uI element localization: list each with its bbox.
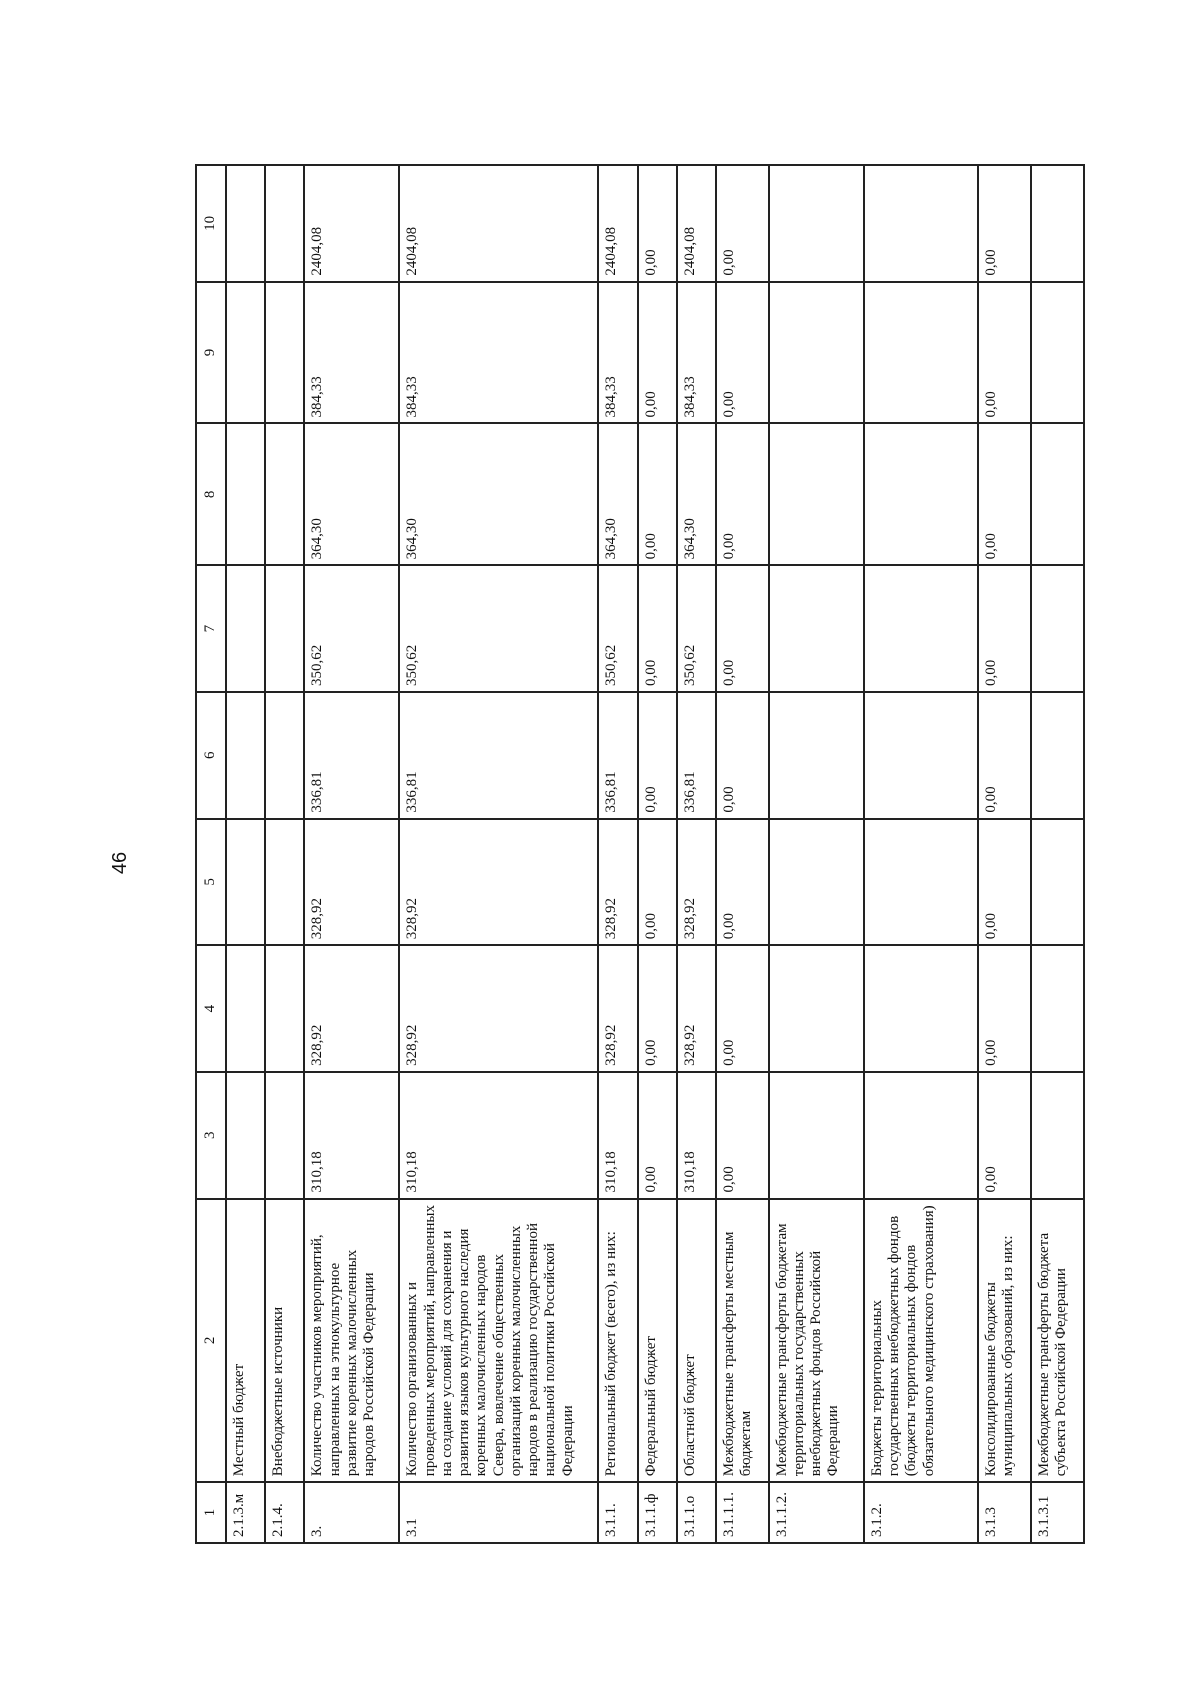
value-cell: 0,00 xyxy=(716,945,769,1072)
value-cell: 0,00 xyxy=(978,423,1031,565)
value-cell xyxy=(864,945,978,1072)
value-cell: 2404,08 xyxy=(399,165,598,282)
row-code: 3.1.1.о xyxy=(677,1482,716,1543)
row-code: 3.1.1.ф xyxy=(638,1482,677,1543)
value-cell: 0,00 xyxy=(716,165,769,282)
header-cell: 2 xyxy=(196,1199,226,1483)
value-cell: 328,92 xyxy=(304,945,399,1072)
value-cell: 0,00 xyxy=(978,945,1031,1072)
value-cell: 0,00 xyxy=(638,165,677,282)
header-cell: 10 xyxy=(196,165,226,282)
value-cell: 328,92 xyxy=(598,819,637,946)
table-row xyxy=(265,165,304,1543)
value-cell: 384,33 xyxy=(304,282,399,424)
value-cell xyxy=(769,692,864,819)
value-cell: 328,92 xyxy=(677,945,716,1072)
value-cell: 0,00 xyxy=(978,1072,1031,1199)
value-cell: 384,33 xyxy=(677,282,716,424)
header-cell: 8 xyxy=(196,423,226,565)
value-cell xyxy=(265,945,304,1072)
value-cell: 336,81 xyxy=(598,692,637,819)
row-name: Федеральный бюджет xyxy=(638,1199,677,1483)
value-cell xyxy=(1031,692,1084,819)
row-code: 3.1.1.2. xyxy=(769,1482,864,1543)
value-cell xyxy=(864,1072,978,1199)
budget-table xyxy=(195,164,1085,1544)
row-code: 3.1.2. xyxy=(864,1482,978,1543)
value-cell xyxy=(1031,565,1084,692)
row-name: Межбюджетные трансферты местным бюджетам xyxy=(716,1199,769,1483)
value-cell: 0,00 xyxy=(638,819,677,946)
value-cell: 2404,08 xyxy=(304,165,399,282)
row-code: 3. xyxy=(304,1482,399,1543)
value-cell xyxy=(226,423,265,565)
value-cell: 2404,08 xyxy=(677,165,716,282)
value-cell: 0,00 xyxy=(716,282,769,424)
value-cell: 0,00 xyxy=(638,692,677,819)
row-name: Межбюджетные трансферты бюджета субъекта Российской Федерации xyxy=(1031,1199,1084,1483)
row-name: Местный бюджет xyxy=(226,1199,265,1483)
page-number: 46 xyxy=(109,851,131,875)
value-cell: 0,00 xyxy=(716,565,769,692)
value-cell xyxy=(1031,1072,1084,1199)
row-code: 3.1 xyxy=(399,1482,598,1543)
value-cell xyxy=(864,692,978,819)
row-name: Консолидированные бюджеты муниципальных образований, из них: xyxy=(978,1199,1031,1483)
value-cell: 350,62 xyxy=(399,565,598,692)
value-cell xyxy=(265,692,304,819)
row-code: 2.1.3.м xyxy=(226,1482,265,1543)
value-cell xyxy=(226,565,265,692)
value-cell: 0,00 xyxy=(978,692,1031,819)
row-name: Межбюджетные трансферты бюджетам территориальных государственных внебюджетных фондов Российской Федерации xyxy=(769,1199,864,1483)
value-cell: 0,00 xyxy=(638,1072,677,1199)
value-cell: 364,30 xyxy=(598,423,637,565)
header-cell: 7 xyxy=(196,565,226,692)
value-cell xyxy=(864,565,978,692)
row-name: Внебюджетные источники xyxy=(265,1199,304,1483)
value-cell xyxy=(769,423,864,565)
value-cell: 0,00 xyxy=(716,1072,769,1199)
header-row xyxy=(196,165,226,1543)
value-cell xyxy=(226,165,265,282)
header-cell: 1 xyxy=(196,1482,226,1543)
value-cell xyxy=(226,945,265,1072)
table-row xyxy=(769,165,864,1543)
value-cell: 0,00 xyxy=(716,692,769,819)
rotated-table-container xyxy=(195,164,1085,1544)
value-cell xyxy=(1031,945,1084,1072)
table-row xyxy=(399,165,598,1543)
value-cell: 350,62 xyxy=(598,565,637,692)
value-cell: 0,00 xyxy=(638,282,677,424)
row-code: 3.1.3.1 xyxy=(1031,1482,1084,1543)
table-row xyxy=(716,165,769,1543)
value-cell: 0,00 xyxy=(716,819,769,946)
value-cell xyxy=(265,819,304,946)
value-cell: 0,00 xyxy=(978,565,1031,692)
header-cell: 3 xyxy=(196,1072,226,1199)
value-cell: 0,00 xyxy=(978,819,1031,946)
value-cell xyxy=(1031,423,1084,565)
row-code: 2.1.4. xyxy=(265,1482,304,1543)
value-cell: 310,18 xyxy=(677,1072,716,1199)
value-cell: 0,00 xyxy=(638,565,677,692)
value-cell xyxy=(864,423,978,565)
value-cell: 364,30 xyxy=(677,423,716,565)
value-cell xyxy=(226,1072,265,1199)
row-name: Количество организованных и проведенных мероприятий, направленных на создание условий для сохранения и развития языков культурного наследия коренных малочисленных народов Севера, вовлечение общественных организаций коренных малочисленных народов в реализацию государственной национальной политики Российской Федерации xyxy=(399,1199,598,1483)
value-cell: 336,81 xyxy=(399,692,598,819)
table-row xyxy=(638,165,677,1543)
value-cell: 328,92 xyxy=(304,819,399,946)
row-code: 3.1.1.1. xyxy=(716,1482,769,1543)
header-cell: 4 xyxy=(196,945,226,1072)
value-cell: 310,18 xyxy=(304,1072,399,1199)
value-cell xyxy=(1031,282,1084,424)
value-cell xyxy=(265,165,304,282)
value-cell: 350,62 xyxy=(304,565,399,692)
value-cell: 364,30 xyxy=(399,423,598,565)
table-row xyxy=(598,165,637,1543)
value-cell: 384,33 xyxy=(598,282,637,424)
table-row xyxy=(864,165,978,1543)
value-cell: 328,92 xyxy=(598,945,637,1072)
value-cell xyxy=(226,282,265,424)
value-cell xyxy=(769,165,864,282)
row-name: Бюджеты территориальных государственных внебюджетных фондов (бюджеты территориальных фондов обязательного медицинского страхования) xyxy=(864,1199,978,1483)
value-cell xyxy=(864,282,978,424)
value-cell xyxy=(265,565,304,692)
row-name: Региональный бюджет (всего), из них: xyxy=(598,1199,637,1483)
value-cell xyxy=(1031,165,1084,282)
value-cell: 310,18 xyxy=(399,1072,598,1199)
value-cell: 364,30 xyxy=(304,423,399,565)
value-cell xyxy=(769,565,864,692)
row-name: Областной бюджет xyxy=(677,1199,716,1483)
value-cell xyxy=(226,819,265,946)
value-cell xyxy=(769,819,864,946)
value-cell: 0,00 xyxy=(638,945,677,1072)
value-cell: 310,18 xyxy=(598,1072,637,1199)
value-cell: 328,92 xyxy=(677,819,716,946)
value-cell: 328,92 xyxy=(399,945,598,1072)
value-cell: 328,92 xyxy=(399,819,598,946)
value-cell xyxy=(1031,819,1084,946)
value-cell: 336,81 xyxy=(677,692,716,819)
table-row xyxy=(304,165,399,1543)
table-row xyxy=(1031,165,1084,1543)
value-cell xyxy=(265,282,304,424)
value-cell xyxy=(769,282,864,424)
row-name: Количество участников мероприятий, направленных на этнокультурное развитие коренных малочисленных народов Российской Федерации xyxy=(304,1199,399,1483)
header-cell: 9 xyxy=(196,282,226,424)
value-cell: 0,00 xyxy=(716,423,769,565)
header-cell: 5 xyxy=(196,819,226,946)
table-row xyxy=(677,165,716,1543)
row-code: 3.1.1. xyxy=(598,1482,637,1543)
value-cell: 384,33 xyxy=(399,282,598,424)
table-row xyxy=(226,165,265,1543)
value-cell: 0,00 xyxy=(638,423,677,565)
value-cell: 336,81 xyxy=(304,692,399,819)
value-cell: 0,00 xyxy=(978,282,1031,424)
row-code: 3.1.3 xyxy=(978,1482,1031,1543)
value-cell: 2404,08 xyxy=(598,165,637,282)
header-cell: 6 xyxy=(196,692,226,819)
value-cell xyxy=(864,819,978,946)
value-cell xyxy=(226,692,265,819)
table-row xyxy=(978,165,1031,1543)
value-cell: 350,62 xyxy=(677,565,716,692)
value-cell xyxy=(265,1072,304,1199)
value-cell xyxy=(265,423,304,565)
value-cell xyxy=(769,1072,864,1199)
value-cell xyxy=(769,945,864,1072)
value-cell xyxy=(864,165,978,282)
value-cell: 0,00 xyxy=(978,165,1031,282)
